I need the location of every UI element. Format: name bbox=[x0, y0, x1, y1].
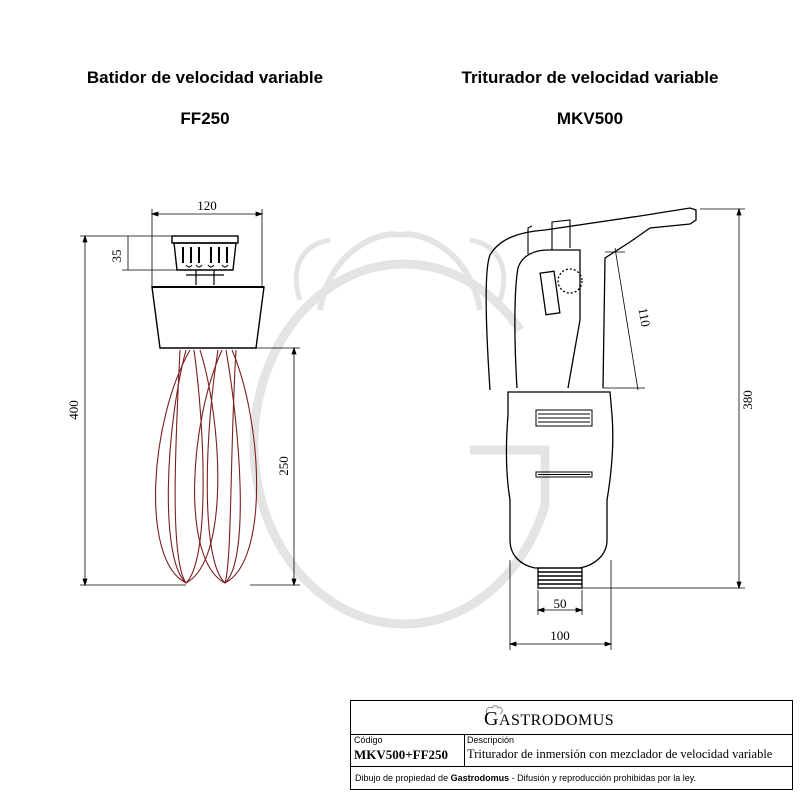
right-product-title: Triturador de velocidad variable bbox=[461, 68, 719, 87]
dim-blender-angled: 110 bbox=[635, 306, 654, 328]
dim-whisk-length: 250 bbox=[276, 456, 291, 476]
copyright-notice: Dibujo de propiedad de Gastrodomus - Difusión y reproducción prohibidas por la ley. bbox=[355, 773, 697, 783]
whisk-wires bbox=[156, 350, 257, 583]
watermark-logo bbox=[254, 234, 545, 624]
description-value: Triturador de inmersión con mezclador de velocidad variable bbox=[467, 747, 773, 761]
right-product-model: MKV500 bbox=[556, 109, 624, 128]
dim-blender-total-height: 380 bbox=[740, 390, 755, 410]
title-block-logo-row bbox=[351, 701, 792, 735]
code-cell bbox=[351, 734, 465, 766]
left-product-title: Batidor de velocidad variable bbox=[86, 68, 324, 87]
left-product-model: FF250 bbox=[180, 109, 230, 128]
whisk-drawing bbox=[152, 236, 264, 348]
brand-logo: GASTRODOMUS bbox=[484, 708, 615, 730]
title-block-fields bbox=[351, 734, 792, 767]
title-block bbox=[350, 700, 793, 790]
description-cell bbox=[464, 734, 792, 766]
description-label: Descripción bbox=[467, 735, 515, 745]
blender-drawing bbox=[486, 208, 696, 588]
dim-whisk-head-height: 35 bbox=[109, 249, 124, 263]
code-label: Código bbox=[354, 735, 383, 745]
dim-whisk-head-width: 120 bbox=[197, 198, 217, 213]
dim-blender-body-width: 100 bbox=[550, 628, 570, 643]
code-value: MKV500+FF250 bbox=[354, 747, 449, 762]
dim-blender-shaft-width: 50 bbox=[553, 596, 567, 611]
dim-whisk-total-height: 400 bbox=[66, 400, 81, 420]
